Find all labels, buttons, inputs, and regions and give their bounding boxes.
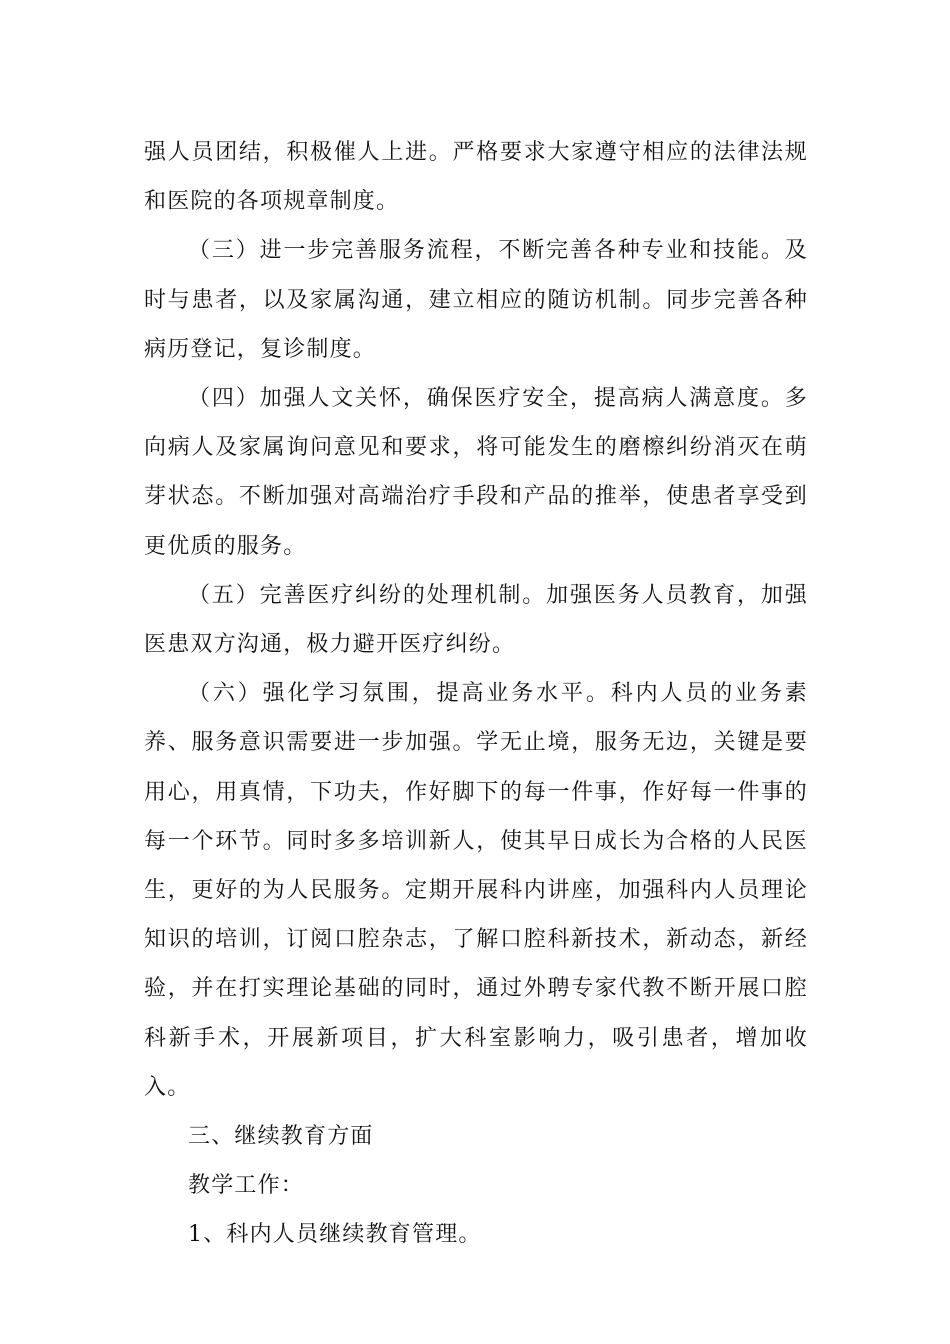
paragraph-section-5: （五）完善医疗纠纷的处理机制。加强医务人员教育，加强医患双方沟通，极力避开医疗纠纷。 (144, 582, 808, 658)
list-item-1: 1、科内人员继续教育管理。 (188, 1222, 482, 1248)
paragraph-section-3: （三）进一步完善服务流程，不断完善各种专业和技能。及时与患者，以及家属沟通，建立相应的随访机制。同步完善各种病历登记，复诊制度。 (144, 238, 808, 362)
paragraph-continuation: 强人员团结，积极催人上进。严格要求大家遵守相应的法律法规和医院的各项规章制度。 (144, 140, 808, 215)
document-body (144, 128, 808, 1260)
paragraph-section-6: （六）强化学习氛围，提高业务水平。科内人员的业务素养、服务意识需要进一步加强。学无止境，服务无边，关键是要用心，用真情，下功夫，作好脚下的每一件事，作好每一件事的每一个环节。同时多多培训新人，使其早日成长为合格的人民医生，更好的为人民服务。定期开展科内讲座，加强科内人员理论知识的培训，订阅口腔杂志，了解口腔科新技术，新动态，新经验，并在打实理论基础的同时，通过外聘专家代教不断开展口腔科新手术，开展新项目，扩大科室影响力，吸引患者，增加收入。 (144, 681, 808, 1100)
subheading-teaching-work: 教学工作： (188, 1173, 305, 1199)
paragraph-section-4: （四）加强人文关怀，确保医疗安全，提高病人满意度。多向病人及家属询问意见和要求，将可能发生的磨檫纠纷消灭在萌芽状态。不断加强对高端治疗手段和产品的推举，使患者享受到更优质的服务。 (144, 386, 808, 559)
section-heading-continuing-education: 三、继续教育方面 (188, 1124, 374, 1150)
